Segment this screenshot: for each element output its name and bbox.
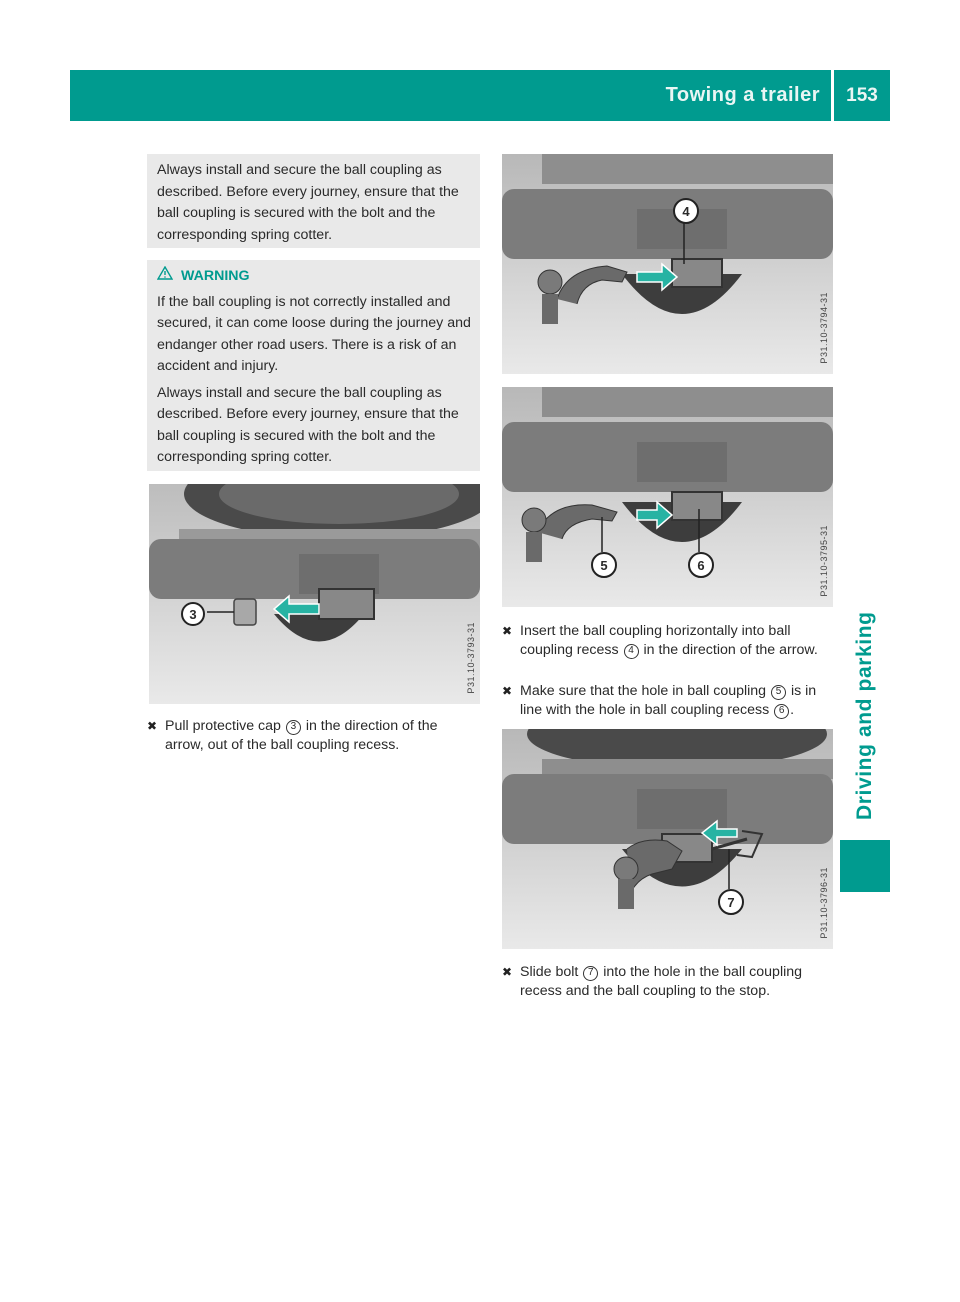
warning-paragraph-2: Always install and secure the ball coupling as described. Before every journey, ensure that the ball coupling is secured with the bolt and the corresponding spring cotter. — [157, 384, 459, 465]
warning-header — [157, 266, 472, 288]
callout-4: 4 — [673, 198, 699, 224]
callout-6: 6 — [688, 552, 714, 578]
notice-box — [147, 154, 480, 248]
step-1: ✖ Pull protective cap 3 in the direction of the arrow, out of the ball coupling recess. — [147, 718, 438, 753]
ref-circle: 6 — [774, 704, 789, 719]
step-arrow-icon: ✖ — [147, 719, 158, 733]
warning-box — [147, 260, 480, 471]
notice-text: Always install and secure the ball coupling as described. Before every journey, ensure that the ball coupling is secured with the bolt and the corresponding spring cotter. — [157, 162, 459, 243]
warning-title: WARNING — [181, 268, 250, 284]
step-arrow-icon: ✖ — [502, 624, 513, 638]
step-2: ✖ Insert the ball coupling horizontally into ball coupling recess 4 in the direction of the arrow. — [502, 623, 818, 658]
chapter-tab-label: Driving and parking — [853, 611, 876, 820]
ref-circle: 7 — [583, 966, 598, 981]
step-arrow-icon: ✖ — [502, 965, 513, 979]
callout-3: 3 — [181, 602, 205, 626]
callout-5: 5 — [591, 552, 617, 578]
section-title: Towing a trailer — [665, 84, 820, 106]
figure-align-holes — [502, 387, 833, 607]
chapter-tab-marker — [840, 840, 890, 892]
figure-code: P31.10-3794-31 — [819, 292, 829, 364]
figure-code: P31.10-3795-31 — [819, 525, 829, 597]
figure-remove-protective-cap — [149, 484, 480, 704]
step-4: ✖ Slide bolt 7 into the hole in the ball coupling recess and the ball coupling to the stop. — [502, 964, 803, 999]
warning-triangle-icon — [157, 266, 173, 288]
figure-insert-ball-coupling — [502, 154, 833, 374]
step-3: ✖ Make sure that the hole in ball coupling 5 is in line with the hole in ball coupling recess 6 . — [502, 683, 817, 718]
figure-code: P31.10-3793-31 — [466, 622, 476, 694]
callout-7: 7 — [718, 889, 744, 915]
warning-paragraph-1: If the ball coupling is not correctly installed and secured, it can come loose during the journey and endanger other road users. There is a risk of an accident and injury. — [157, 293, 471, 374]
figure-slide-bolt — [502, 729, 833, 949]
page-number: 153 — [846, 84, 878, 106]
ref-circle: 5 — [771, 685, 786, 700]
ref-circle: 4 — [624, 644, 639, 659]
figure-code: P31.10-3796-31 — [819, 867, 829, 939]
step-arrow-icon: ✖ — [502, 684, 513, 698]
ref-circle: 3 — [286, 720, 301, 735]
